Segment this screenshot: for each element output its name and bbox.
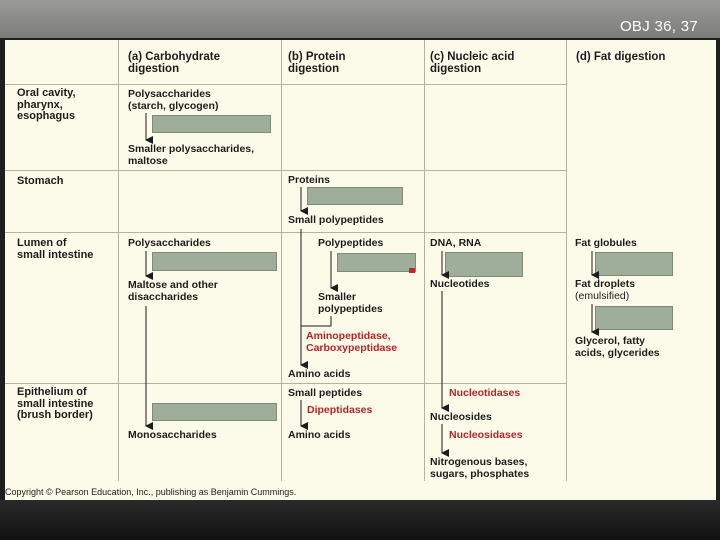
slide-title: OBJ 36, 37 [619, 18, 698, 35]
carb-lumen-product: Maltose and other disaccharides [128, 279, 218, 303]
carb-oral-product: Smaller polysaccharides, maltose [128, 143, 255, 167]
row-label-oral-cavity: Oral cavity, pharynx, esophagus [17, 87, 76, 122]
protein-stomach-substrate: Proteins [288, 174, 331, 186]
carb-oral-substrate: Polysaccharides (starch, glycogen) [128, 88, 219, 112]
nucleic-lumen-substrate: DNA, RNA [430, 237, 482, 249]
nucleic-epi-product: Nitrogenous bases, sugars, phosphates [430, 456, 530, 480]
protein-epi-substrate: Small peptides [288, 387, 363, 399]
carb-lumen-substrate: Polysaccharides [128, 237, 211, 249]
flow-arrows [5, 40, 716, 500]
protein-epi-product: Amino acids [288, 429, 351, 441]
slide-header-band [0, 0, 720, 38]
fat-droplets-note: (emulsified) [575, 290, 630, 302]
fat-droplets-title: Fat droplets [575, 278, 636, 290]
row-label-lumen: Lumen of small intestine [17, 237, 94, 261]
nucleic-lumen-product: Nucleotides [430, 278, 490, 290]
slide-footer-band [0, 500, 720, 540]
nucleic-epi-enzyme-1: Nucleotidases [449, 387, 521, 399]
protein-lumen-substrate: Polypeptides [318, 237, 384, 249]
protein-epi-enzyme: Dipeptidases [307, 404, 373, 416]
header-nucleic-acid: (c) Nucleic acid digestion [430, 51, 515, 75]
header-carbohydrate: (a) Carbohydrate digestion [128, 51, 221, 75]
protein-stomach-product: Small polypeptides [288, 214, 384, 226]
header-protein: (b) Protein digestion [288, 51, 346, 75]
nucleic-epi-mid: Nucleosides [430, 411, 492, 423]
header-fat: (d) Fat digestion [576, 51, 666, 63]
digestion-table [5, 40, 716, 500]
arrow-protein-join [301, 316, 331, 326]
copyright-text: Copyright © Pearson Education, Inc., publishing as Benjamin Cummings. [5, 487, 297, 497]
nucleic-epi-enzyme-2: Nucleosidases [449, 429, 523, 441]
carb-epithelium-product: Monosaccharides [128, 429, 217, 441]
protein-lumen-enzymes: Aminopeptidase, Carboxypeptidase [306, 330, 398, 354]
protein-lumen-product: Smaller polypeptides [318, 291, 383, 315]
fat-lumen-product: Glycerol, fatty acids, glycerides [575, 335, 660, 359]
row-label-epithelium: Epithelium of small intestine (brush border) [17, 386, 94, 421]
fat-lumen-substrate: Fat globules [575, 237, 637, 249]
protein-lumen-final: Amino acids [288, 368, 351, 380]
row-label-stomach: Stomach [17, 175, 64, 187]
